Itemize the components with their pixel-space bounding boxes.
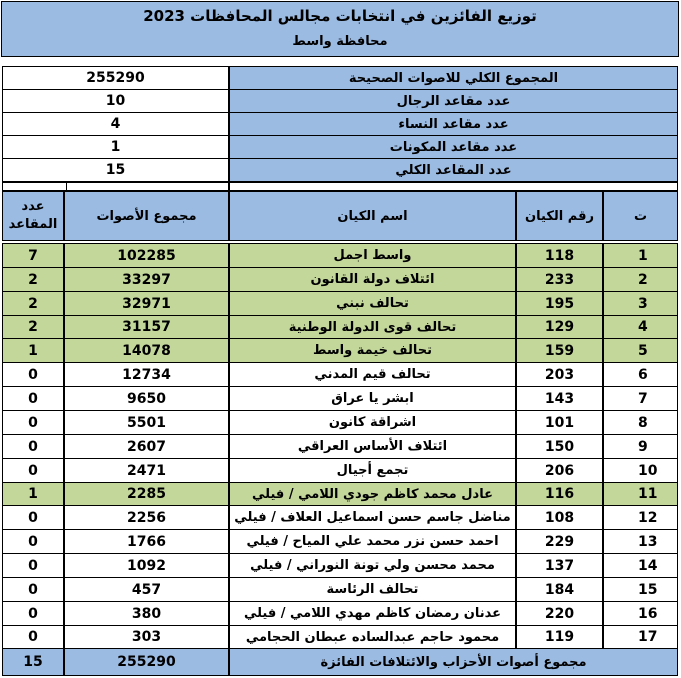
row-seq: 12 bbox=[603, 505, 678, 530]
row-seats: 7 bbox=[2, 243, 64, 268]
row-entity-no: 108 bbox=[516, 505, 603, 530]
row-seq: 1 bbox=[603, 243, 678, 268]
row-seats: 0 bbox=[2, 434, 64, 459]
row-seats: 0 bbox=[2, 410, 64, 435]
row-entity-no: 118 bbox=[516, 243, 603, 268]
row-entity-name: ائتلاف دولة القانون bbox=[229, 267, 516, 292]
row-entity-name: ابشر يا عراق bbox=[229, 386, 516, 411]
row-entity-no: 220 bbox=[516, 601, 603, 626]
main-title: توزيع الفائزين في انتخابات مجالس المحافظات 2023 bbox=[143, 7, 537, 25]
row-seats: 0 bbox=[2, 505, 64, 530]
row-entity-name: تجمع أجيال bbox=[229, 458, 516, 483]
row-entity-no: 184 bbox=[516, 577, 603, 602]
row-seq: 15 bbox=[603, 577, 678, 602]
summary-label: عدد المقاعد الكلي bbox=[229, 158, 678, 182]
row-entity-name: عادل محمد كاظم جودي اللامي / فيلي bbox=[229, 482, 516, 506]
total-label: مجموع أصوات الأحزاب والائتلافات الفائزة bbox=[229, 648, 678, 676]
summary-label: عدد مقاعد المكونات bbox=[229, 135, 678, 159]
header-votes: مجموع الأصوات bbox=[64, 191, 229, 241]
row-seq: 10 bbox=[603, 458, 678, 483]
row-entity-name: محمد محسن ولي تونة النوراني / فيلي bbox=[229, 553, 516, 578]
row-seq: 9 bbox=[603, 434, 678, 459]
row-votes: 32971 bbox=[64, 291, 229, 316]
summary-value: 1 bbox=[2, 135, 229, 159]
row-seats: 1 bbox=[2, 482, 64, 506]
row-entity-name: ائتلاف الأساس العراقي bbox=[229, 434, 516, 459]
row-seq: 5 bbox=[603, 338, 678, 363]
summary-value: 10 bbox=[2, 89, 229, 113]
row-seq: 11 bbox=[603, 482, 678, 506]
row-seats: 2 bbox=[2, 315, 64, 339]
row-seq: 2 bbox=[603, 267, 678, 292]
row-entity-no: 119 bbox=[516, 625, 603, 649]
row-entity-name: تحالف قوى الدولة الوطنية bbox=[229, 315, 516, 339]
row-entity-no: 116 bbox=[516, 482, 603, 506]
row-entity-name: اشراقة كانون bbox=[229, 410, 516, 435]
row-entity-no: 203 bbox=[516, 362, 603, 387]
row-entity-name: احمد حسن نزر محمد علي المياح / فيلي bbox=[229, 529, 516, 554]
header-seats-line1: عدد bbox=[21, 199, 45, 214]
row-seats: 0 bbox=[2, 362, 64, 387]
row-votes: 457 bbox=[64, 577, 229, 602]
row-entity-name: مناضل جاسم حسن اسماعيل العلاف / فيلي bbox=[229, 505, 516, 530]
row-seats: 0 bbox=[2, 529, 64, 554]
row-entity-no: 137 bbox=[516, 553, 603, 578]
header-entity-no: رقم الكيان bbox=[516, 191, 603, 241]
row-seq: 4 bbox=[603, 315, 678, 339]
row-seats: 2 bbox=[2, 291, 64, 316]
row-entity-name: تحالف قيم المدني bbox=[229, 362, 516, 387]
row-seq: 13 bbox=[603, 529, 678, 554]
summary-label: عدد مقاعد الرجال bbox=[229, 89, 678, 113]
row-votes: 1766 bbox=[64, 529, 229, 554]
header-seq: ت bbox=[603, 191, 678, 241]
summary-value: 15 bbox=[2, 158, 229, 182]
row-entity-name: عدنان رمضان كاظم مهدي اللامي / فيلي bbox=[229, 601, 516, 626]
row-seats: 0 bbox=[2, 458, 64, 483]
row-votes: 5501 bbox=[64, 410, 229, 435]
total-seats: 15 bbox=[2, 648, 64, 676]
row-entity-no: 143 bbox=[516, 386, 603, 411]
row-seq: 6 bbox=[603, 362, 678, 387]
row-seq: 14 bbox=[603, 553, 678, 578]
row-seq: 16 bbox=[603, 601, 678, 626]
row-seats: 2 bbox=[2, 267, 64, 292]
spacer-cell bbox=[229, 182, 678, 191]
row-entity-no: 159 bbox=[516, 338, 603, 363]
row-votes: 12734 bbox=[64, 362, 229, 387]
row-votes: 2607 bbox=[64, 434, 229, 459]
row-entity-no: 195 bbox=[516, 291, 603, 316]
row-seats: 1 bbox=[2, 338, 64, 363]
header-seats-line2: المقاعد bbox=[8, 217, 58, 232]
row-entity-no: 150 bbox=[516, 434, 603, 459]
row-votes: 1092 bbox=[64, 553, 229, 578]
row-seq: 17 bbox=[603, 625, 678, 649]
row-votes: 14078 bbox=[64, 338, 229, 363]
row-seq: 8 bbox=[603, 410, 678, 435]
row-seq: 7 bbox=[603, 386, 678, 411]
row-entity-name: تحالف خيمة واسط bbox=[229, 338, 516, 363]
row-entity-name: واسط اجمل bbox=[229, 243, 516, 268]
spacer-cell bbox=[66, 182, 229, 191]
title-banner bbox=[1, 1, 679, 57]
summary-label: المجموع الكلي للاصوات الصحيحة bbox=[229, 66, 678, 90]
summary-value: 4 bbox=[2, 112, 229, 136]
province-subtitle: محافظة واسط bbox=[292, 34, 388, 49]
row-votes: 33297 bbox=[64, 267, 229, 292]
row-entity-name: تحالف الرئاسة bbox=[229, 577, 516, 602]
row-votes: 2285 bbox=[64, 482, 229, 506]
row-seats: 0 bbox=[2, 601, 64, 626]
row-votes: 102285 bbox=[64, 243, 229, 268]
total-votes: 255290 bbox=[64, 648, 229, 676]
summary-label: عدد مقاعد النساء bbox=[229, 112, 678, 136]
row-entity-name: محمود حاجم عبدالساده عبطان الحجامي bbox=[229, 625, 516, 649]
row-votes: 380 bbox=[64, 601, 229, 626]
row-seats: 0 bbox=[2, 625, 64, 649]
row-votes: 31157 bbox=[64, 315, 229, 339]
row-entity-name: تحالف نبني bbox=[229, 291, 516, 316]
row-votes: 9650 bbox=[64, 386, 229, 411]
row-entity-no: 206 bbox=[516, 458, 603, 483]
row-seats: 0 bbox=[2, 553, 64, 578]
header-seats bbox=[2, 191, 64, 241]
row-entity-no: 233 bbox=[516, 267, 603, 292]
row-entity-no: 101 bbox=[516, 410, 603, 435]
row-votes: 2256 bbox=[64, 505, 229, 530]
summary-value: 255290 bbox=[2, 66, 229, 90]
row-votes: 303 bbox=[64, 625, 229, 649]
row-seats: 0 bbox=[2, 386, 64, 411]
row-seats: 0 bbox=[2, 577, 64, 602]
row-entity-no: 229 bbox=[516, 529, 603, 554]
row-entity-no: 129 bbox=[516, 315, 603, 339]
row-votes: 2471 bbox=[64, 458, 229, 483]
header-entity-name: اسم الكيان bbox=[229, 191, 516, 241]
row-seq: 3 bbox=[603, 291, 678, 316]
